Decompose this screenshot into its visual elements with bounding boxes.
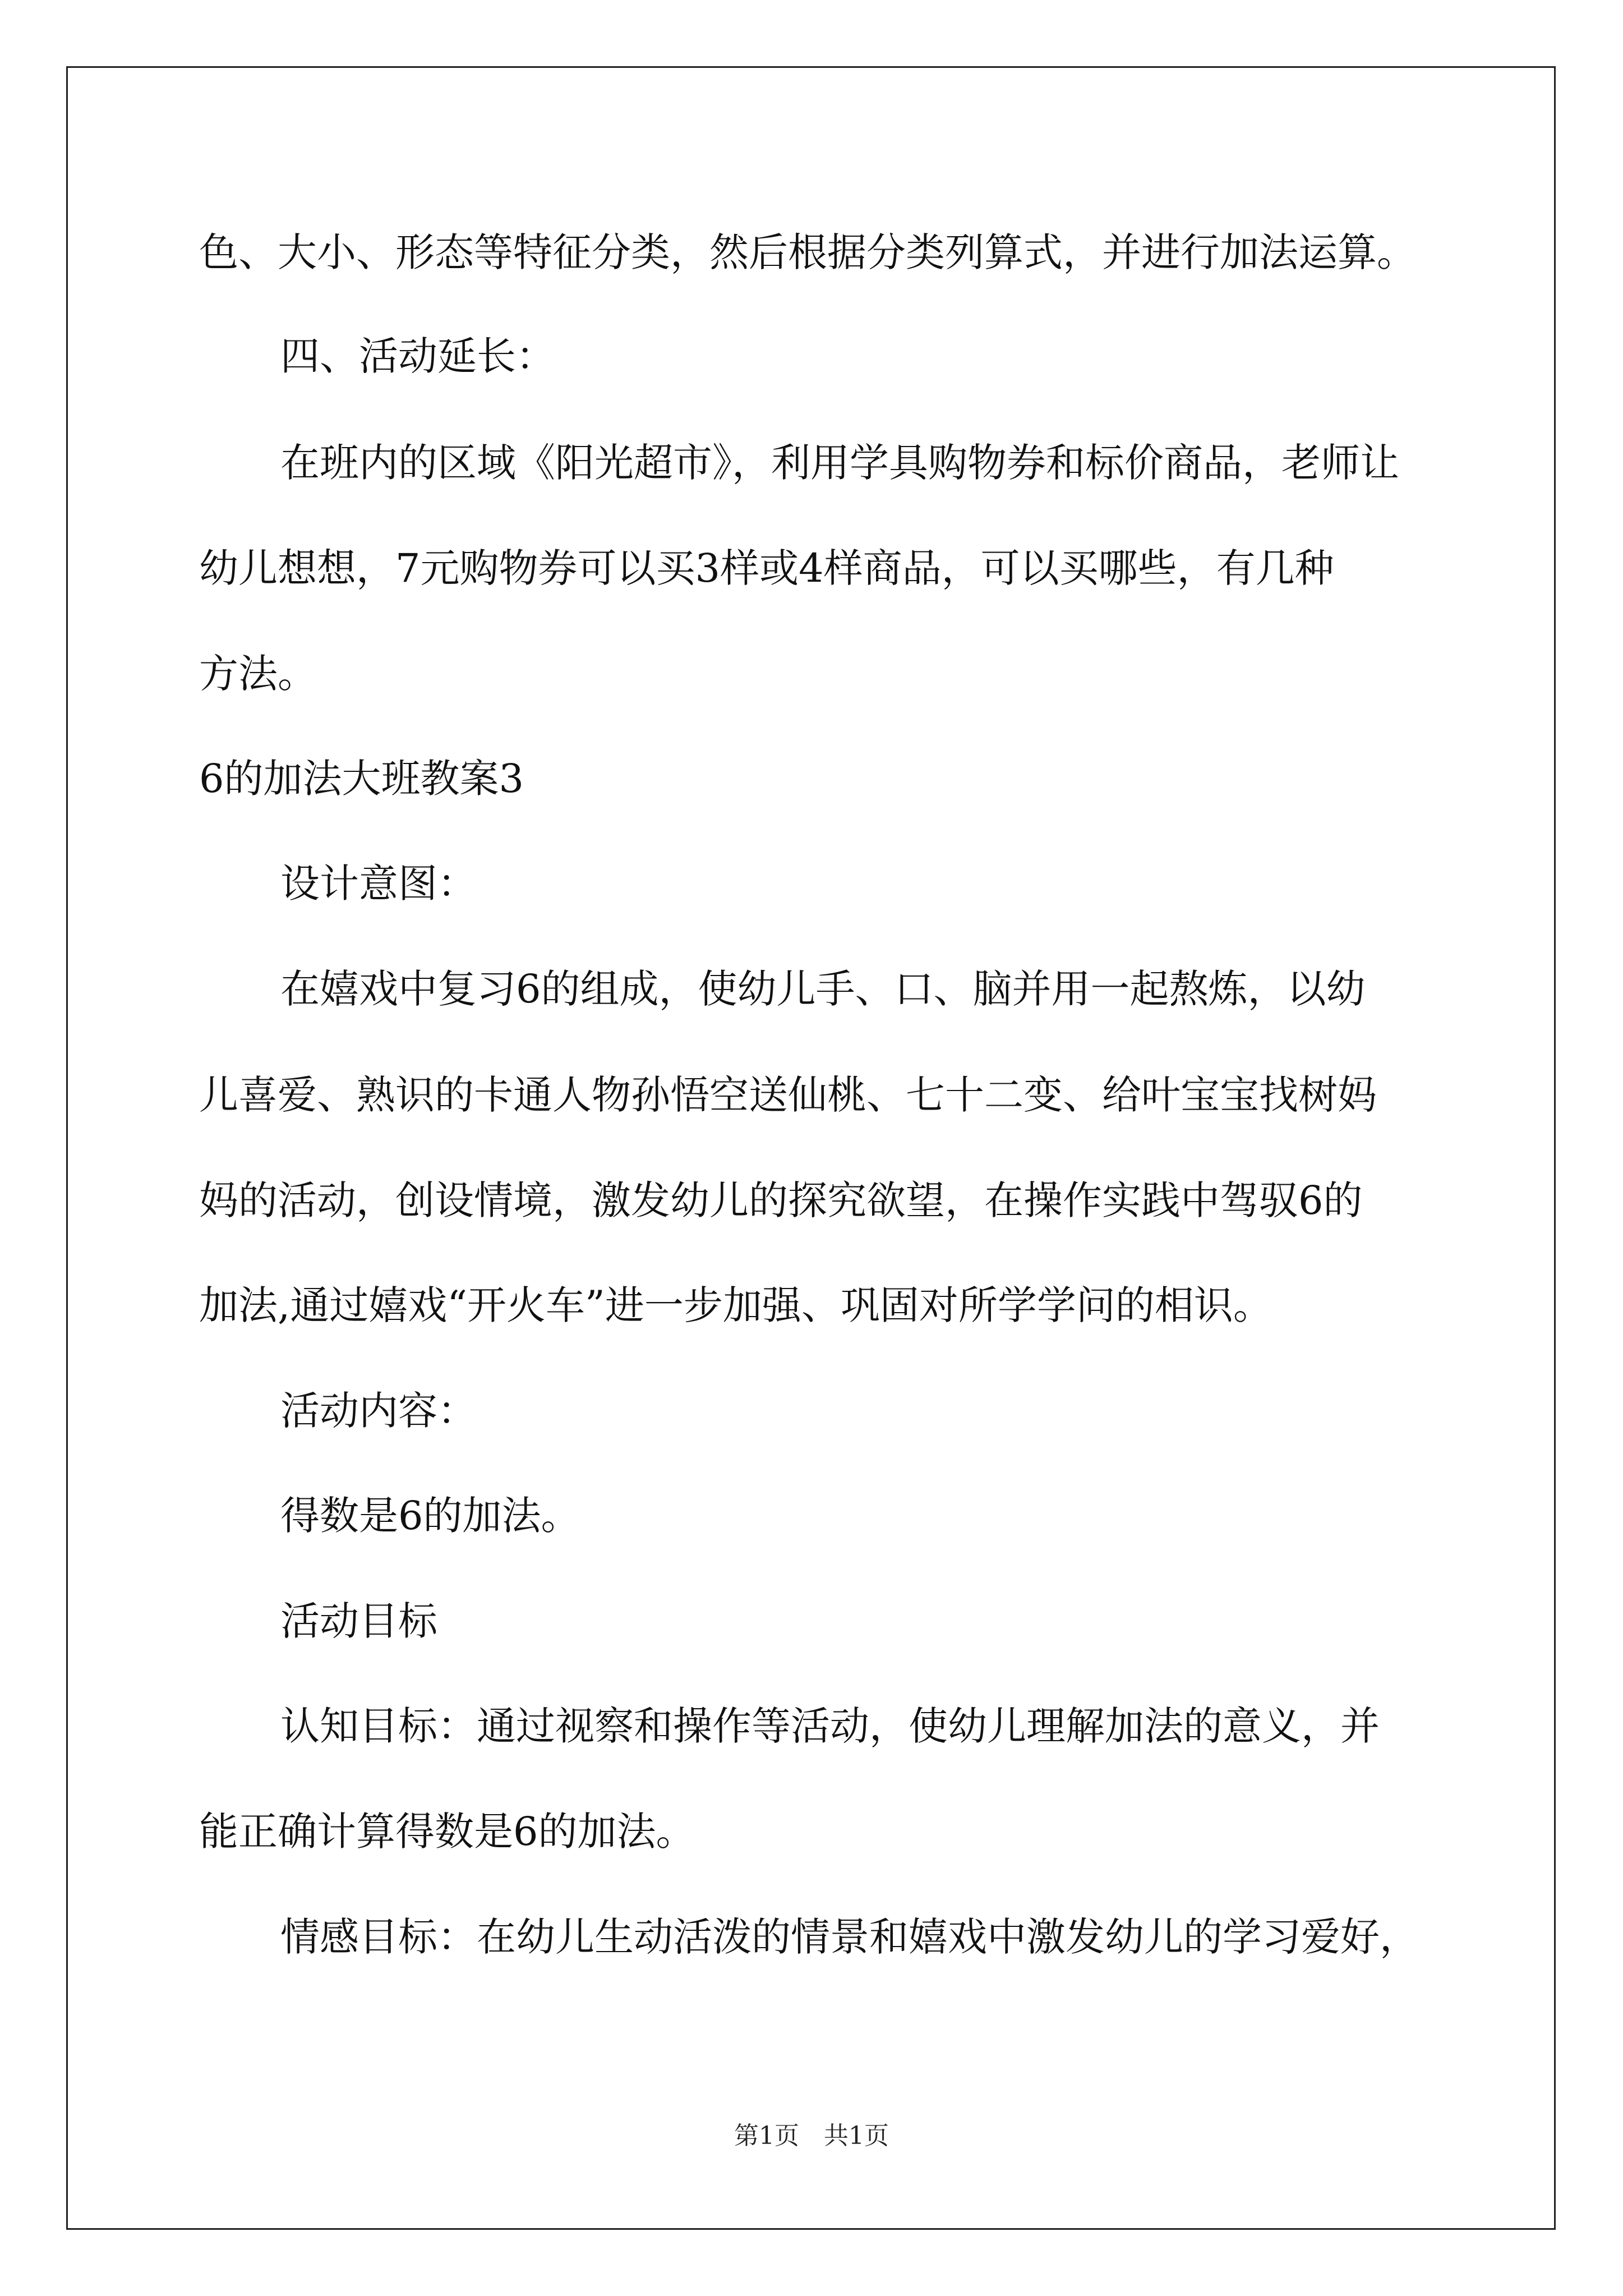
section-heading: 四、活动延长： [280,333,555,379]
body-text-line: 情感目标：在幼儿生动活泼的情景和嬉戏中激发幼儿的学习爱好， [280,1914,1419,1960]
page-footer: 第1页 共1页 [734,2122,889,2150]
document-title: 6的加法大班教案3 [199,756,524,802]
section-heading: 活动目标 [280,1598,437,1644]
body-text-line: 能正确计算得数是6的加法。 [199,1809,695,1855]
body-text-line: 加法,通过嬉戏“开火车”进一步加强、巩固对所学学问的相识。 [199,1282,1272,1328]
body-text-line: 方法。 [199,651,317,697]
body-text-line: 幼儿想想，7元购物券可以买3样或4样商品，可以买哪些，有几种 [199,545,1334,591]
body-text-line: 得数是6的加法。 [280,1493,580,1539]
page-border [66,66,1556,2230]
section-heading: 设计意图： [280,861,477,907]
body-text-line: 认知目标：通过视察和操作等活动，使幼儿理解加法的意义，并 [280,1703,1380,1749]
section-heading: 活动内容： [280,1388,477,1434]
body-text-line: 在嬉戏中复习6的组成，使幼儿手、口、脑并用一起熬炼，以幼 [280,966,1366,1012]
body-text-line: 色、大小、形态等特征分类，然后根据分类列算式，并进行加法运算。 [199,229,1416,275]
body-text-line: 在班内的区域《阳光超市》，利用学具购物券和标价商品，老师让 [280,440,1399,486]
body-text-line: 儿喜爱、熟识的卡通人物孙悟空送仙桃、七十二变、给叶宝宝找树妈 [199,1072,1377,1118]
body-text-line: 妈的活动，创设情境，激发幼儿的探究欲望，在操作实践中驾驭6的 [199,1177,1363,1223]
